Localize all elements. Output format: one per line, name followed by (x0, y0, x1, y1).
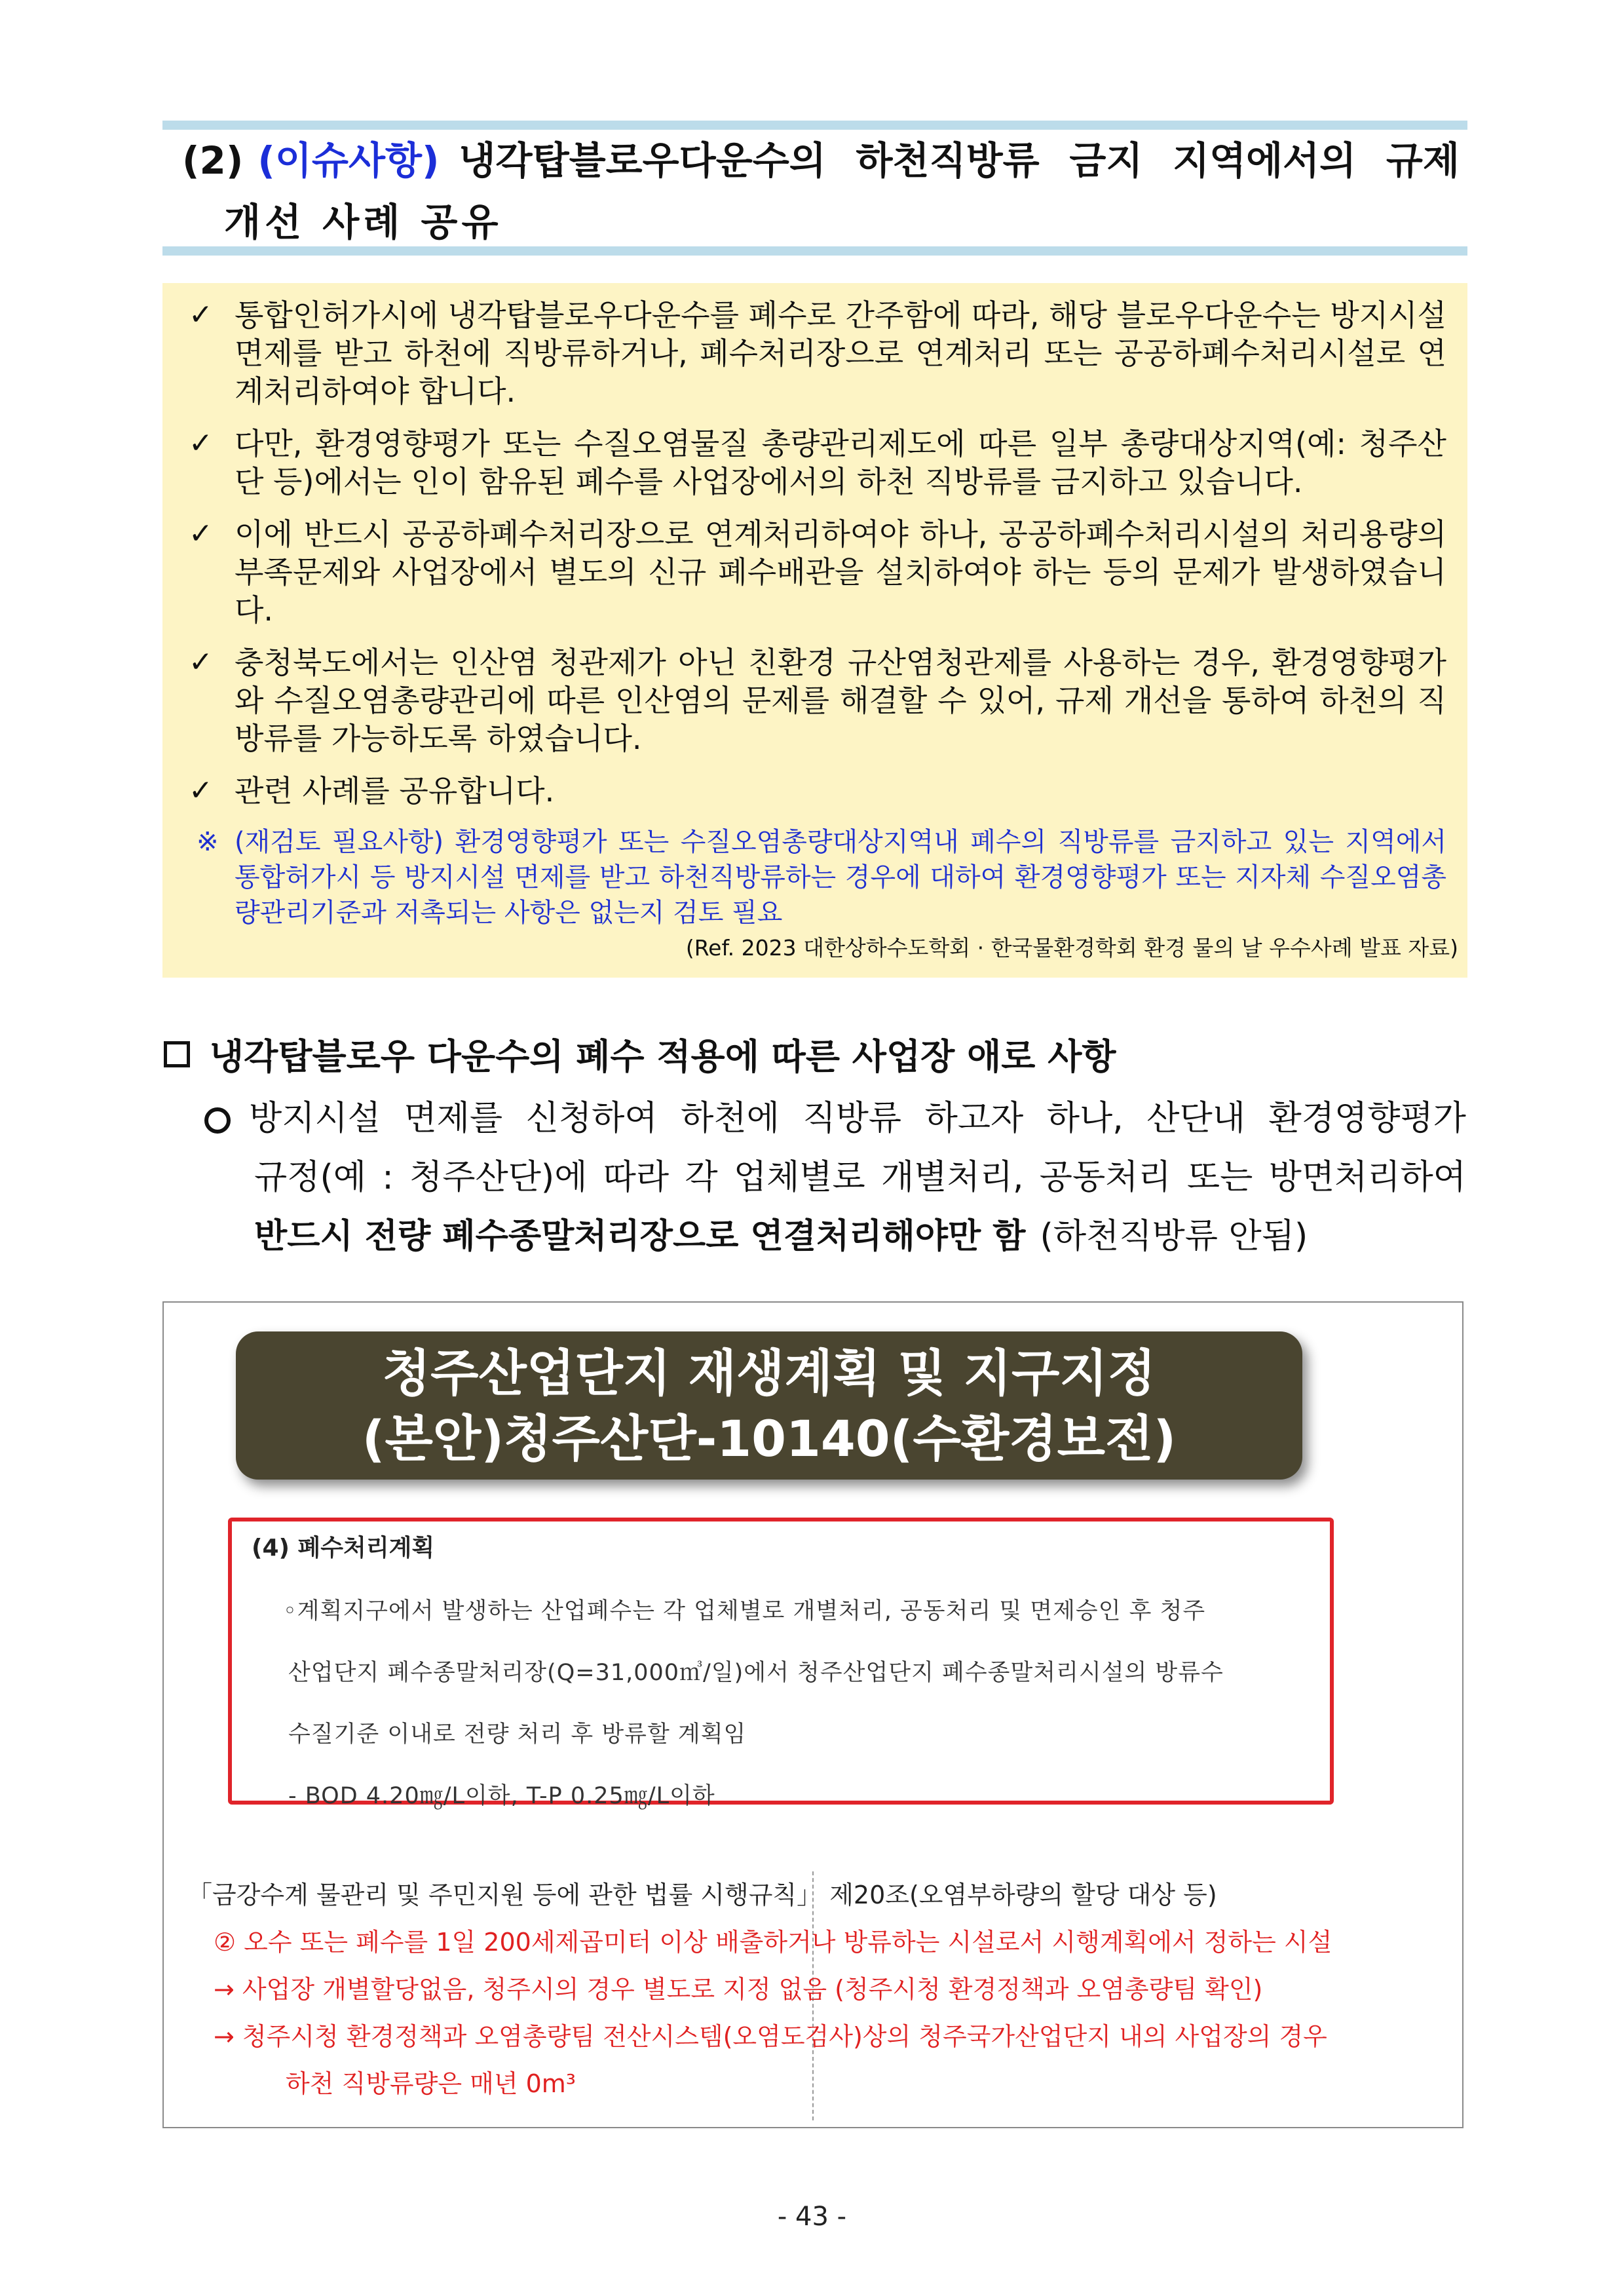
paragraph-word: 따라 (603, 1158, 670, 1197)
heading-number: (2) (182, 138, 244, 183)
subsection-title (164, 1029, 1116, 1079)
heading-word: 규제 (1386, 138, 1460, 183)
paragraph-word: 개별처리, (881, 1158, 1024, 1197)
bullet-item (182, 296, 1446, 410)
embedded-figure (162, 1301, 1463, 2128)
bullet-item (182, 515, 1446, 629)
heading-issue-tag: (이슈사항) (257, 138, 440, 183)
plan-line: 수질기준 이내로 전량 처리 후 방류할 계획임 (288, 1721, 747, 1748)
bullet-text: 관련 사례를 공유합니다. (235, 773, 555, 809)
bullet-text: 통합인허가시에 냉각탑블로우다운수를 폐수로 간주함에 따라, 해당 블로우다운수는 방지시설 면제를 받고 하천에 직방류하거나, 폐수처리장으로 연계처리 또는 공공하폐수처리시설로 연계처리하여야 합니다. (235, 297, 1446, 409)
bullet-text: 충청북도에서는 인산염 청관제가 아닌 친환경 규산염청관제를 사용하는 경우, 환경영향평가와 수질오염총량관리에 따른 인산염의 문제를 해결할 수 있어, 규제 개선을 통하여 하천의 직방류를 가능하도록 하였습니다. (235, 645, 1446, 756)
paragraph-word: 방면처리하여 (1268, 1158, 1466, 1197)
summary-box (162, 283, 1467, 978)
hollow-circle-bullet-icon (204, 1107, 231, 1134)
paragraph-row-1 (204, 1089, 1466, 1148)
bullet-item (182, 772, 1446, 810)
checkbox-square-icon (164, 1041, 190, 1067)
section-heading (182, 130, 1460, 253)
paragraph-word: 환경영향평가 (1268, 1099, 1466, 1138)
heading-top-rule (162, 121, 1467, 130)
paragraph-word: 직방류 (803, 1099, 902, 1138)
heading-word: 하천직방류 (856, 138, 1040, 183)
law-title: 「금강수계 물관리 및 주민지원 등에 관한 법률 시행규칙」 제20조(오염부하량의 할당 대상 등) (187, 1881, 1217, 1909)
paragraph-word: 면제를 (404, 1099, 503, 1138)
check-icon: ✓ (189, 774, 213, 807)
summary-bullets (182, 296, 1446, 930)
paragraph-word: 각 (685, 1158, 718, 1197)
law-arrow-note: → 청주시청 환경정책과 오염총량팀 전산시스템(오염도검사)상의 청주국가산업단지 내의 사업장의 경우 (214, 2022, 1327, 2051)
wastewater-plan-box (228, 1518, 1334, 1809)
heading-line-1 (182, 130, 1460, 191)
bullet-item (182, 425, 1446, 501)
heading-bottom-rule (162, 246, 1467, 256)
law-arrow-note: → 사업장 개별할당없음, 청주시의 경우 별도로 지정 없음 (청주시청 환경정책과 오염총량팀 확인) (214, 1975, 1263, 2004)
law-arrow-note-continued: 하천 직방류량은 매년 0m³ (286, 2069, 576, 2098)
plan-lines (283, 1580, 1318, 1827)
paragraph-word: 방지시설 (249, 1099, 381, 1138)
banner-line-2: (본안)청주산단-10140(수환경보전) (362, 1409, 1177, 1468)
paragraph-word: 하천에 (681, 1099, 780, 1138)
paragraph-row-3 (204, 1207, 1466, 1266)
law-item: ② 오수 또는 폐수를 1일 200세제곱미터 이상 배출하거나 방류하는 시설로서 시행계획에서 정하는 시설 (214, 1928, 1332, 1957)
subsection-title-text: 냉각탑블로우 다운수의 폐수 적용에 따른 사업장 애로 사항 (210, 1036, 1116, 1077)
paragraph-word: 업체별로 (733, 1158, 865, 1197)
heading-word: 냉각탑블로우다운수의 (459, 138, 826, 183)
check-icon: ✓ (189, 645, 213, 679)
paragraph-word: 또는 (1186, 1158, 1253, 1197)
paragraph-emphasis: 반드시 전량 폐수종말처리장으로 연결처리해야만 함 (254, 1217, 1026, 1256)
paragraph-word: 신청하여 (525, 1099, 658, 1138)
paragraph-word: 산단내 (1146, 1099, 1245, 1138)
paragraph-word: 하고자 (924, 1099, 1024, 1138)
paragraph-word: 공동처리 (1039, 1158, 1171, 1197)
paragraph-word: : (382, 1158, 394, 1197)
paragraph-word: 하나, (1046, 1099, 1124, 1138)
paragraph-tail: (하천직방류 안됨) (1040, 1217, 1308, 1256)
reference-mark-icon: ※ (197, 827, 219, 857)
paragraph-word: 청주산단)에 (409, 1158, 588, 1197)
plan-line: ◦계획지구에서 발생하는 산업폐수는 각 업체별로 개별처리, 공동처리 및 면제승인 후 청주 (283, 1598, 1206, 1624)
check-icon: ✓ (189, 427, 213, 460)
paragraph-row-2 (204, 1148, 1466, 1207)
page-number: - 43 - (777, 2202, 847, 2232)
review-note (182, 824, 1446, 930)
plan-title: (4) 폐수처리계획 (252, 1535, 435, 1561)
banner-line-1: 청주산업단지 재생계획 및 지구지정 (382, 1344, 1156, 1402)
heading-word: 금지 (1069, 138, 1143, 183)
bullet-item (182, 643, 1446, 757)
bullet-text: 이에 반드시 공공하폐수처리장으로 연계처리하여야 하나, 공공하폐수처리시설의 처리용량의 부족문제와 사업장에서 별도의 신규 폐수배관을 설치하여야 하는 등의 문제가 발생하였습니다. (235, 516, 1446, 628)
subsection-paragraph (204, 1089, 1466, 1266)
paragraph-word: 규정(예 (254, 1158, 366, 1197)
check-icon: ✓ (189, 517, 213, 550)
plan-line: 산업단지 폐수종말처리장(Q=31,000㎥/일)에서 청주산업단지 폐수종말처리시설의 방류수 (288, 1660, 1224, 1686)
reference-citation: (Ref. 2023 대한상하수도학회 · 한국물환경학회 환경 물의 날 우수사례 발표 자료) (685, 935, 1458, 961)
heading-line-2: 개선 사례 공유 (224, 200, 502, 244)
figure-banner (236, 1331, 1302, 1480)
heading-word: 지역에서의 (1173, 138, 1357, 183)
check-icon: ✓ (189, 298, 213, 332)
law-excerpt (187, 1871, 1445, 2107)
bullet-text: 다만, 환경영향평가 또는 수질오염물질 총량관리제도에 따른 일부 총량대상지역(예: 청주산단 등)에서는 인이 함유된 폐수를 사업장에서의 하천 직방류를 금지하고 있습니다. (235, 426, 1446, 499)
review-note-text: (재검토 필요사항) 환경영향평가 또는 수질오염총량대상지역내 폐수의 직방류를 금지하고 있는 지역에서 통합허가시 등 방지시설 면제를 받고 하천직방류하는 경우에 대하여 환경영향평가 또는 지자체 수질오염총량관리기준과 저촉되는 사항은 없는지 검토 필요 (235, 827, 1446, 928)
plan-line: - BOD 4.20㎎/L이하, T-P 0.25㎎/L이하 (288, 1783, 715, 1809)
